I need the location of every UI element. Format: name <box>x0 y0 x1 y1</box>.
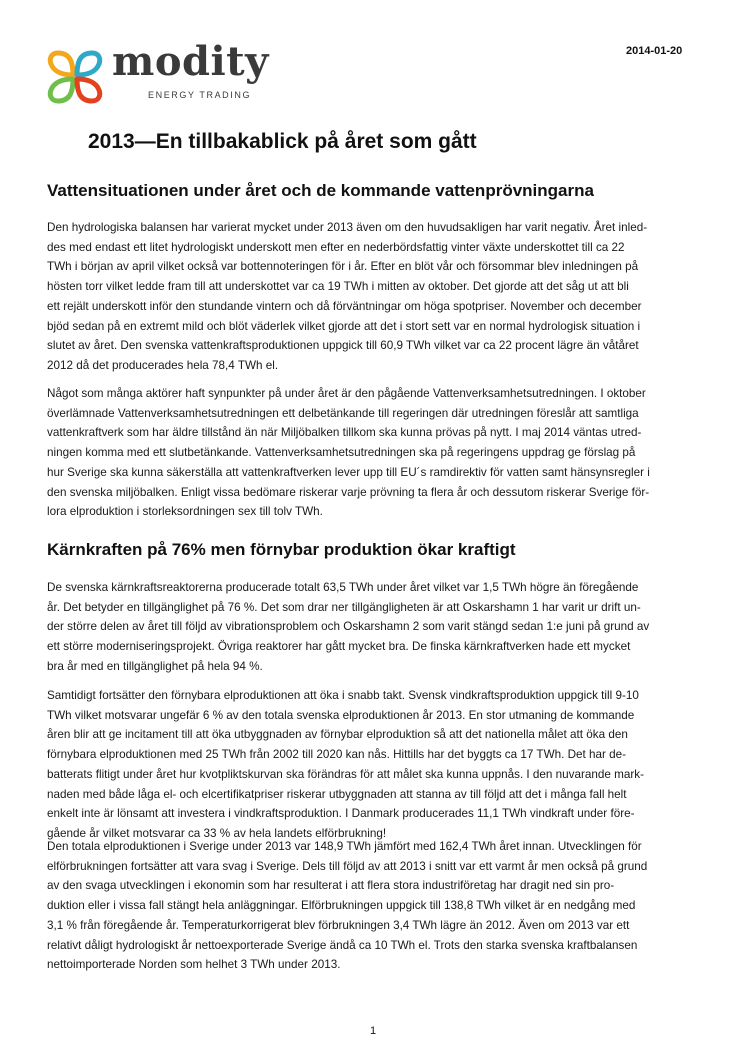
paragraph-consumption <box>47 837 697 975</box>
text-line: nettoimporterade Norden som helhet 3 TWh under 2013. <box>47 958 341 972</box>
text-line: 2012 då det producerades hela 78,4 TWh el. <box>47 358 279 372</box>
company-logo <box>46 38 286 106</box>
text-line: batterats flitigt under året hur kvotpliktskurvan ska förändras för att målet ska kunna uppnås. I den nuvarande mark- <box>47 767 645 781</box>
document-date: 2014-01-20 <box>626 45 683 57</box>
text-line: ett större moderniseringsprojekt. Övriga reaktorer har gått mycket bra. De finska kärnkraftverken hade ett mycket <box>47 640 631 654</box>
text-line: år. Det betyder en tillgänglighet på 76 %. Det som drar ner tillgängligheten är att Oskarshamn 1 har varit ur drift un- <box>47 600 641 614</box>
text-line: av den svaga utvecklingen i ekonomin som har resulterat i att flera stora industriföretag har dragit ned sin pro- <box>47 879 615 893</box>
paragraph-hydrology <box>47 218 697 376</box>
text-line: lora elproduktion i storleksordningen sex till tolv TWh. <box>47 505 323 519</box>
text-line: hur Sverige ska kunna säkerställa att vattenkraftverken lever upp till EU´s ramdirektiv för vatten samt hänsynsregler i <box>47 465 650 479</box>
text-line: åren blir att ge incitament till att öka utbyggnaden av förnybar elproduktion så att det nationella målet att öka den <box>47 728 628 742</box>
brand-tagline: ENERGY TRADING <box>148 90 252 100</box>
text-line: ningen komma med ett slutbetänkande. Vattenverksamhetsutredningen ska på regeringens uppdrag ge förslag på <box>47 446 636 460</box>
document-title: 2013—En tillbakablick på året som gått <box>88 130 477 153</box>
text-line: bra år med en tillgänglighet på hela 94 %. <box>47 659 263 673</box>
text-line: Den totala elproduktionen i Sverige under 2013 var 148,9 TWh jämfört med 162,4 TWh året innan. Utvecklingen för <box>47 840 642 853</box>
text-line: förnybara elproduktionen med 25 TWh från 2002 till 2020 kan nås. Hittills har det byggts ca 17 TWh. Det har de- <box>47 748 627 762</box>
text-line: ett rejält underskott inför den stundande vintern och då förväntningar om höga spotpriser. November och december <box>47 299 642 313</box>
page-number: 1 <box>369 1025 377 1037</box>
text-line: Den hydrologiska balansen har varierat mycket under 2013 även om den huvudsakligen har varit negativ. Året inled- <box>47 221 648 234</box>
text-line: elförbrukningen fortsätter att vara svag i Sverige. Dels till följd av att 2013 i snitt var ett varmt år men också på grund <box>47 859 648 873</box>
text-line: gående år vilket motsvarar ca 33 % av hela landets elförbrukning! <box>47 826 387 840</box>
text-line: naden med både låga el- och elcertifikatpriser riskerar utbyggnaden att stanna av till följd att det i många fall helt <box>47 787 627 801</box>
text-line: TWh i början av april vilket också var bottennoteringen för i år. Efter en blöt vår och försommar blev inledningen på <box>47 260 639 274</box>
text-line: hösten torr vilket ledde fram till att underskottet var ca 19 TWh i mitten av oktober. Det gjorde att det såg ut att bli <box>47 280 629 294</box>
text-line: enkelt inte är lönsamt att investera i vindkraftsproduktion. I Danmark producerades 11,1 TWh vindkraft under före- <box>47 807 635 821</box>
text-line: Något som många aktörer haft synpunkter på under året är den pågående Vattenverksamhetsutredningen. I oktober <box>47 387 646 400</box>
petal-icon <box>46 48 104 106</box>
paragraph-water-inquiry <box>47 384 697 522</box>
text-line: des med endast ett litet hydrologiskt underskott men efter en nederbördsfattig vinter växte underskottet till ca 22 <box>47 240 625 254</box>
text-line: relativt dåligt hydrologiskt år nettoexporterade Sverige ändå ca 10 TWh el. Trots den starka svenska kraftbalansen <box>47 938 638 952</box>
section-heading-water: Vattensituationen under året och de kommande vattenprövningarna <box>47 181 594 200</box>
text-line: vattenkraftverk som har äldre tillstånd än när Miljöbalken tillkom ska kunna prövas på nytt. I maj 2014 väntas utred- <box>47 426 642 440</box>
brand-name: modity <box>112 38 269 85</box>
paragraph-renewables <box>47 686 697 844</box>
text-line: Samtidigt fortsätter den förnybara elproduktionen att öka i snabb takt. Svensk vindkraftsproduktion uppgick till 9-10 <box>47 689 639 702</box>
text-line: De svenska kärnkraftsreaktorerna producerade totalt 63,5 TWh under året vilket var 1,5 TWh högre än föregående <box>47 581 639 594</box>
text-line: der större delen av året till följd av vibrationsproblem och Oskarshamn 2 som varit stängd sedan 1:e juni på grund av <box>47 620 650 634</box>
text-line: överlämnade Vattenverksamhetsutredningen ett delbetänkande till regeringen där utredningen föreslår att samtliga <box>47 406 639 420</box>
text-line: duktion eller i vissa fall stängt hela anläggningar. Elförbrukningen uppgick till 138,8 TWh vilket är en nedgång med <box>47 899 636 913</box>
text-line: TWh vilket motsvarar ungefär 6 % av den totala svenska elproduktionen år 2013. En stor utmaning de kommande <box>47 708 635 722</box>
text-line: bjöd sedan på en extremt mild och blöt väderlek vilket gjorde att det i stort sett var en normal hydrologisk situation i <box>47 319 641 333</box>
text-line: 3,1 % från föregående år. Temperaturkorrigerat blev förbrukningen 3,4 TWh lägre än 2012. Även om 2013 var ett <box>47 918 630 932</box>
paragraph-nuclear <box>47 578 697 677</box>
text-line: slutet av året. Den svenska vattenkraftsproduktionen uppgick till 60,9 TWh vilket var ca 22 procent lägre än våtåret <box>47 339 639 353</box>
section-heading-nuclear: Kärnkraften på 76% men förnybar produktion ökar kraftigt <box>47 540 516 559</box>
text-line: den svenska miljöbalken. Enligt vissa bedömare riskerar varje prövning ta flera år och dessutom riskerar Sverige för- <box>47 485 650 499</box>
